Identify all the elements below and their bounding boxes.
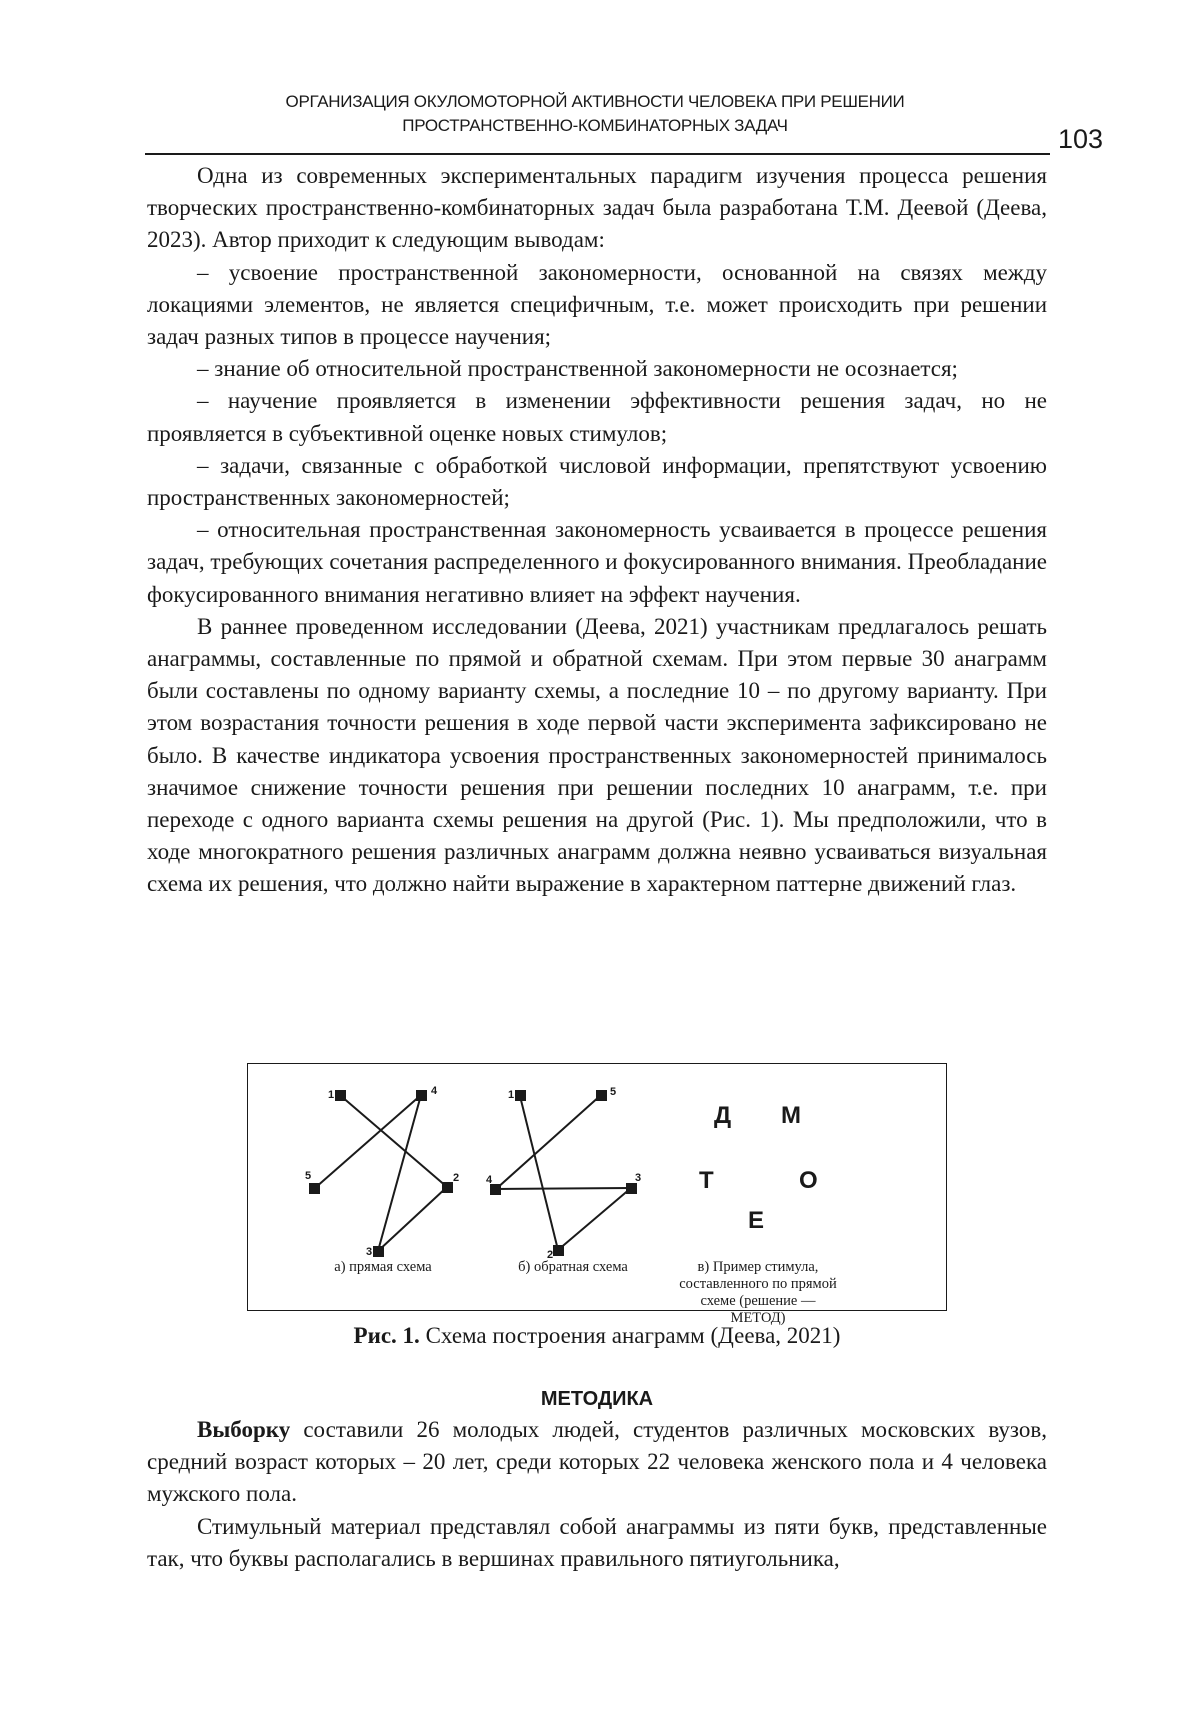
node-label: 3: [366, 1246, 373, 1258]
node-marker: [374, 1247, 383, 1256]
figure-caption-label: Рис. 1.: [353, 1323, 420, 1348]
node-label: 3: [635, 1172, 642, 1184]
node-marker: [336, 1091, 345, 1100]
figure-caption: [147, 1323, 1047, 1349]
paragraph: Стимульный материал представлял собой анаграммы из пяти букв, представленные так, что буквы располагались в вершинах правильного пятиугольника,: [147, 1513, 1047, 1571]
node-label: 4: [431, 1085, 438, 1097]
node-label: 4: [486, 1174, 493, 1186]
node-marker: [516, 1091, 525, 1100]
caption-line: схеме (решение —: [700, 1293, 816, 1309]
scheme-line: [378, 1187, 447, 1251]
panel-b-diagram: [491, 1091, 636, 1255]
paragraph: [147, 1414, 1047, 1511]
scheme-line: [520, 1096, 558, 1250]
scheme-line: [496, 1095, 601, 1189]
intro-text: [147, 160, 1047, 901]
scheme-line: [378, 1095, 421, 1251]
node-label: 5: [610, 1086, 617, 1098]
methods-text: [147, 1414, 1047, 1575]
section-title: МЕТОДИКА: [540, 1388, 654, 1410]
node-label: 2: [547, 1249, 554, 1261]
node-label: 1: [328, 1089, 335, 1101]
paragraph: Одна из современных экспериментальных парадигм изучения процесса решения творческих пространственно-комбинаторных задач была разработана Т.М. Деевой (Деева, 2023). Автор приходит к следующим выводам:: [147, 163, 1047, 253]
scheme-line: [496, 1188, 631, 1189]
header-line-1: ОРГАНИЗАЦИЯ ОКУЛОМОТОРНОЙ АКТИВНОСТИ ЧЕЛОВЕКА ПРИ РЕШЕНИИ: [285, 92, 905, 111]
stimulus-letter: М: [781, 1102, 801, 1129]
running-header: [145, 90, 1045, 138]
list-item: – усвоение пространственной закономерности, основанной на связях между локациями элементов, не является специфичным, т.е. может происходить при решении задач разных типов в процессе научения;: [147, 259, 1047, 350]
node-marker: [491, 1185, 500, 1194]
caption-line: в) Пример стимула,: [697, 1259, 819, 1275]
panel-a-diagram: [310, 1091, 452, 1256]
stimulus-letter: Д: [714, 1102, 732, 1129]
caption-line: МЕТОД): [730, 1310, 786, 1326]
node-marker: [310, 1184, 319, 1193]
paragraph-text: составили 26 молодых людей, студентов различных московских вузов, средний возраст которых – 20 лет, среди которых 22 человека женского пола и 4 человека мужского пола.: [147, 1417, 1047, 1507]
stimulus-letter: Т: [699, 1167, 714, 1194]
caption-line: составленного по прямой: [679, 1276, 837, 1292]
list-item: – относительная пространственная закономерность усваивается в процессе решения задач, требующих сочетания распределенного и фокусированного внимания. Преобладание фокусированного внимания негативно влияет на эффект научения.: [147, 517, 1047, 607]
list-item: – знание об относительной пространственной закономерности не осознается;: [197, 356, 958, 382]
stimulus-letter: О: [799, 1167, 818, 1194]
bold-term: Выборку: [197, 1417, 291, 1442]
node-marker: [554, 1246, 563, 1255]
node-marker: [443, 1183, 452, 1192]
node-marker: [627, 1184, 636, 1193]
panel-b-caption: б) обратная схема: [518, 1259, 628, 1275]
list-item: – научение проявляется в изменении эффективности решения задач, но не проявляется в субъективной оценке новых стимулов;: [147, 388, 1047, 446]
node-marker: [597, 1091, 606, 1100]
panel-a-caption: а) прямая схема: [334, 1259, 432, 1275]
scheme-line: [315, 1095, 421, 1188]
paragraph: В раннее проведенном исследовании (Деева, 2021) участникам предлагалось решать анаграммы, составленные по прямой и обратной схемам. При этом первые 30 анаграмм были составлены по одному варианту схемы, а последние 10 – по другому варианту. При этом возрастания точности решения в ходе первой части эксперимента зафиксировано не было. В качестве индикатора усвоения пространственных закономерностей принималось значимое снижение точности решения при решении последних 10 анаграмм, т.е. при переходе с одного варианта схемы решения на другой (Рис. 1). Мы предположили, что в ходе многократного решения различных анаграмм должна неявно усваиваться визуальная схема их решения, что должно найти выражение в характерном паттерне движений глаз.: [147, 613, 1047, 897]
node-label: 2: [453, 1172, 460, 1184]
panel-c-caption: [668, 1259, 848, 1327]
figure-anagram-schemes: [247, 1063, 947, 1326]
stimulus-letter: Е: [748, 1207, 765, 1234]
node-label: 5: [305, 1170, 312, 1182]
node-label: 1: [508, 1089, 515, 1101]
page-number: 103: [1058, 124, 1104, 154]
scheme-line: [558, 1188, 631, 1250]
list-item: – задачи, связанные с обработкой числовой информации, препятствуют усвоению пространственных закономерностей;: [147, 452, 1047, 511]
figure-caption-text: Схема построения анаграмм (Деева, 2021): [419, 1323, 841, 1348]
header-rule: [145, 153, 1050, 155]
node-marker: [417, 1091, 426, 1100]
header-line-2: ПРОСТРАНСТВЕННО-КОМБИНАТОРНЫХ ЗАДАЧ: [402, 116, 788, 135]
scheme-line: [341, 1096, 447, 1187]
